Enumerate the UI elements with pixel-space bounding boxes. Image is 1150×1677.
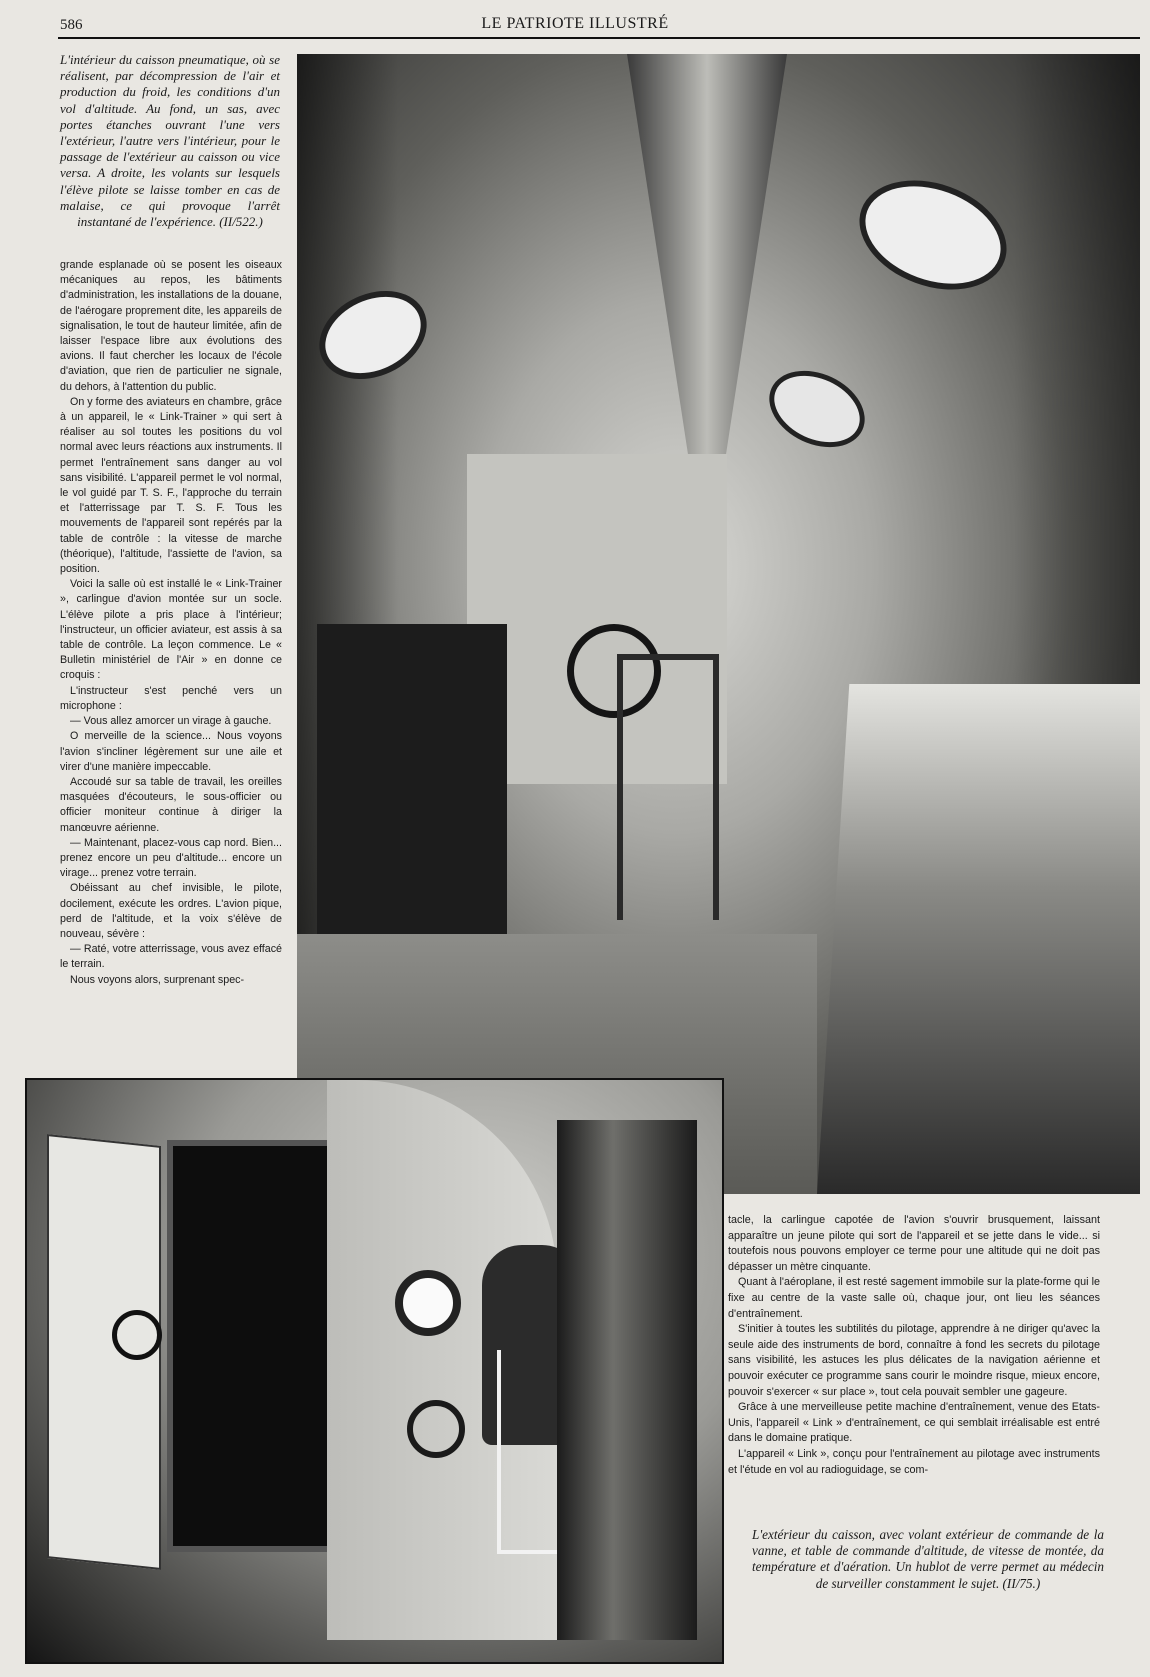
paragraph: L'instructeur s'est penché vers un microphone :: [60, 684, 282, 712]
ceiling-lamp: [305, 274, 441, 396]
article-right-column: [728, 1213, 1100, 1478]
header-rule: [58, 37, 1140, 39]
paragraph: Accoudé sur sa table de travail, les oreilles masquées d'écouteurs, le sous-officier ou officier moniteur continue à diriger la manœuvre aérienne.: [60, 775, 282, 834]
page-number: 586: [60, 17, 83, 33]
door-opening: [167, 1140, 339, 1552]
caisson-interior-photo: [297, 54, 1140, 1194]
porthole: [395, 1270, 461, 1336]
publication-title: LE PATRIOTE ILLUSTRÉ: [481, 15, 669, 32]
door-wheel: [112, 1310, 162, 1360]
paragraph: Quant à l'aéroplane, il est resté sagement immobile sur la plate-forme qui le fixe au centre de la vaste salle où, chaque jour, ont lieu les séances d'entraînement.: [728, 1276, 1100, 1320]
paragraph: Obéissant au chef invisible, le pilote, docilement, exécute les ordres. L'avion pique, perd de l'altitude, et la voix s'élève de nouveau, sévère :: [60, 882, 282, 940]
ceiling-lamp: [844, 161, 1022, 309]
paragraph: grande esplanade où se posent les oiseaux mécaniques au repos, les bâtiments d'administration, les installations de la douane, de l'aérogare proprement dite, les appareils de signalisation, le tout de hauteur limitée, afin de laisser l'espace libre aux évolutions des avions. Il faut chercher les locaux de l'école d'aviation, que rien de particulier ne signale, du dehors, à l'attention du public.: [60, 259, 282, 393]
paragraph: tacle, la carlingue capotée de l'avion s'ouvrir brusquement, laissant apparaître un jeune pilote qui sort de l'appareil et se jette dans le vide... si toutefois nous pouvons employer ce terme pour une altitude qui ne doit pas dépasser un mètre cinquante.: [728, 1214, 1100, 1273]
workbench: [817, 684, 1140, 1194]
interior-photo-caption: L'intérieur du caisson pneumatique, où se réalisent, par décompression de l'air et production du froid, les conditions d'un vol d'altitude. Au fond, un sas, avec portes étanches ouvrant l'une vers l'extérieur, l'autre vers l'intérieur, pour le passage de l'extérieur au caisson ou vice versa. A droite, les volants sur lesquels l'élève pilote se laisse tomber en cas de malaise, ce qui provoque l'arrêt instantané de l'expérience. (II/522.): [60, 52, 280, 230]
exterior-photo-caption: L'extérieur du caisson, avec volant extérieur de commande de la vanne, et table de commande d'altitude, de vitesse de montée, da température et d'aération. Un hublot de verre permet au médecin de surveiller constamment le sujet. (II/75.): [752, 1527, 1104, 1591]
paragraph: — Raté, votre atterrissage, vous avez effacé le terrain.: [60, 943, 282, 971]
chair: [617, 654, 719, 920]
paragraph: L'appareil « Link », conçu pour l'entraînement au pilotage avec instruments et l'étude en vol au radioguidage, se com-: [728, 1447, 1100, 1476]
valve-wheel: [407, 1400, 465, 1458]
paragraph: Nous voyons alors, surprenant spec-: [70, 973, 245, 986]
ceiling-beam: [627, 54, 787, 474]
paragraph: — Maintenant, placez-vous cap nord. Bien... prenez encore un peu d'altitude... encore un virage... prenez votre terrain.: [60, 836, 282, 880]
control-table: [317, 624, 507, 954]
caisson-exterior-photo: [25, 1078, 724, 1664]
window-frame: [557, 1120, 697, 1640]
paragraph: S'initier à toutes les subtilités du pilotage, apprendre à ne diriger qu'avec la seule aide des instruments de bord, connaître à fond les secrets du pilotage sans visibilité, les astuces les plus délicates de la navigation aérienne et pouvoir exécuter ce programme sans courir le moindre risque, mieux encore, pouvoir s'exercer « sur place », tout cela pouvait sembler une gageure.: [728, 1323, 1100, 1398]
paragraph: Grâce à une merveilleuse petite machine d'entraînement, venue des Etats-Unis, l'appareil « Link » d'entraînement, ce qui semblait irréalisable est entré dans le domaine pratique.: [728, 1401, 1100, 1445]
ceiling-lamp: [757, 356, 877, 462]
article-left-column: [60, 258, 282, 988]
paragraph: — Vous allez amorcer un virage à gauche.: [70, 715, 272, 728]
paragraph: On y forme des aviateurs en chambre, grâce à un appareil, le « Link-Trainer » qui sert à réaliser au sol toutes les positions du vol normal avec leurs réactions aux instruments. Il permet l'entraînement sans danger au vol sans visibilité. L'appareil permet le vol normal, le vol guidé par T. S. F., l'approche du terrain et l'atterrissage par T. S. F. Tous les mouvements de l'appareil sont repérés par la table de contrôle : la vitesse de marche (théorique), l'altitude, l'assiette de l'avion, sa position.: [60, 395, 282, 576]
paragraph: O merveille de la science... Nous voyons l'avion s'incliner légèrement sur une aile et virer d'une manière impeccable.: [60, 730, 282, 773]
paragraph: Voici la salle où est installé le « Link-Trainer », carlingue d'avion montée sur un socle. L'élève pilote a pris place à l'intérieur; l'instructeur, un officier aviateur, est assis à sa table de contrôle. La leçon commence. Le « Bulletin ministériel de l'Air » en donne ce croquis :: [60, 578, 282, 682]
